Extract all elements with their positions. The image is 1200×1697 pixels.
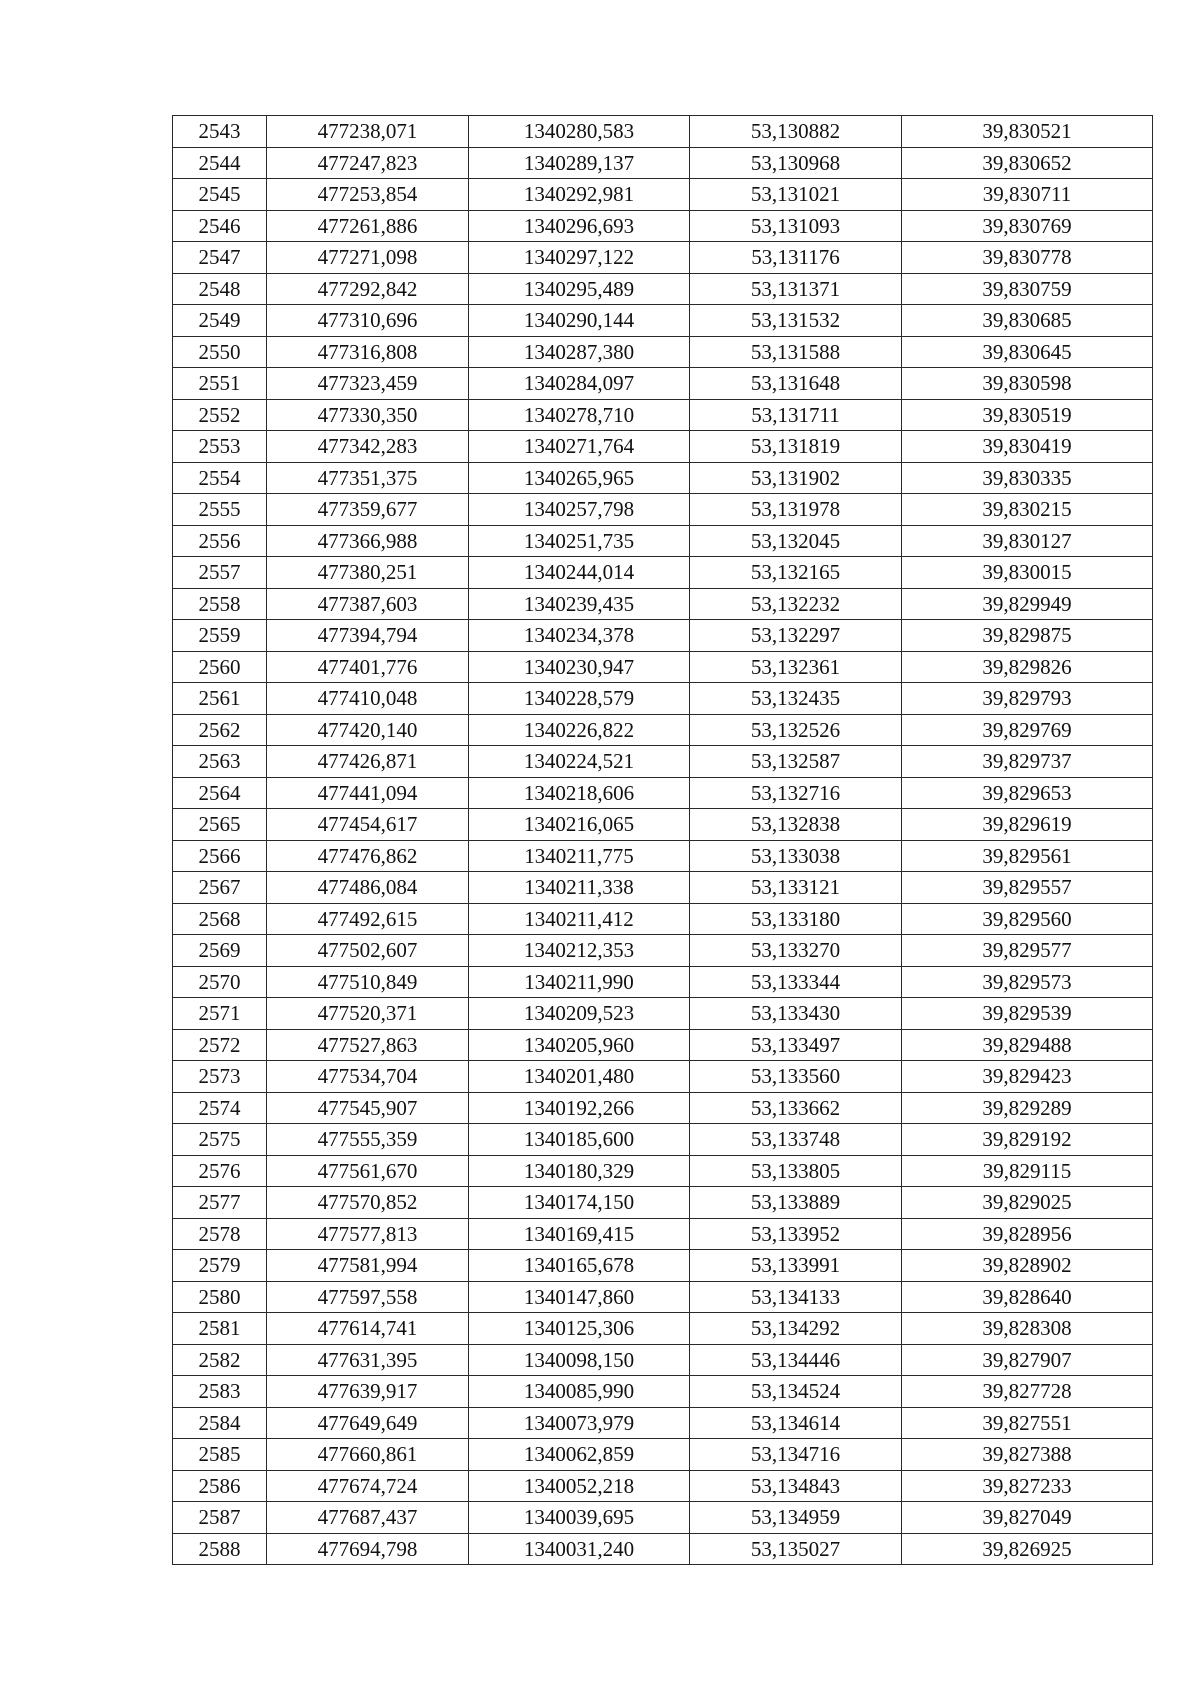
x-coordinate-cell: 477534,704 [267,1061,469,1093]
table-row [173,714,1153,746]
latitude-cell: 53,132297 [690,620,902,652]
y-coordinate-cell: 1340284,097 [469,368,690,400]
point-number-cell: 2564 [173,777,267,809]
longitude-cell: 39,828640 [902,1281,1153,1313]
x-coordinate-cell: 477581,994 [267,1250,469,1282]
x-coordinate-cell: 477359,677 [267,494,469,526]
latitude-cell: 53,130968 [690,147,902,179]
table-row [173,1313,1153,1345]
y-coordinate-cell: 1340211,990 [469,966,690,998]
table-row [173,273,1153,305]
table-row [173,1439,1153,1471]
point-number-cell: 2545 [173,179,267,211]
point-number-cell: 2543 [173,116,267,148]
latitude-cell: 53,132232 [690,588,902,620]
longitude-cell: 39,830015 [902,557,1153,589]
table-row [173,1250,1153,1282]
table-row [173,1407,1153,1439]
point-number-cell: 2572 [173,1029,267,1061]
latitude-cell: 53,133991 [690,1250,902,1282]
table-row [173,179,1153,211]
longitude-cell: 39,830778 [902,242,1153,274]
longitude-cell: 39,830215 [902,494,1153,526]
x-coordinate-cell: 477247,823 [267,147,469,179]
latitude-cell: 53,132587 [690,746,902,778]
table-row [173,1155,1153,1187]
longitude-cell: 39,827728 [902,1376,1153,1408]
longitude-cell: 39,830711 [902,179,1153,211]
longitude-cell: 39,829115 [902,1155,1153,1187]
table-row [173,1502,1153,1534]
y-coordinate-cell: 1340271,764 [469,431,690,463]
table-row [173,746,1153,778]
latitude-cell: 53,131093 [690,210,902,242]
longitude-cell: 39,827388 [902,1439,1153,1471]
y-coordinate-cell: 1340169,415 [469,1218,690,1250]
point-number-cell: 2558 [173,588,267,620]
y-coordinate-cell: 1340098,150 [469,1344,690,1376]
latitude-cell: 53,131978 [690,494,902,526]
x-coordinate-cell: 477310,696 [267,305,469,337]
latitude-cell: 53,134524 [690,1376,902,1408]
table-row [173,903,1153,935]
x-coordinate-cell: 477387,603 [267,588,469,620]
x-coordinate-cell: 477366,988 [267,525,469,557]
longitude-cell: 39,829560 [902,903,1153,935]
table-row [173,588,1153,620]
latitude-cell: 53,133121 [690,872,902,904]
latitude-cell: 53,133180 [690,903,902,935]
longitude-cell: 39,829025 [902,1187,1153,1219]
point-number-cell: 2550 [173,336,267,368]
x-coordinate-cell: 477631,395 [267,1344,469,1376]
latitude-cell: 53,131902 [690,462,902,494]
x-coordinate-cell: 477380,251 [267,557,469,589]
latitude-cell: 53,134716 [690,1439,902,1471]
table-row [173,557,1153,589]
latitude-cell: 53,134614 [690,1407,902,1439]
point-number-cell: 2575 [173,1124,267,1156]
y-coordinate-cell: 1340234,378 [469,620,690,652]
y-coordinate-cell: 1340185,600 [469,1124,690,1156]
point-number-cell: 2546 [173,210,267,242]
table-row [173,494,1153,526]
y-coordinate-cell: 1340296,693 [469,210,690,242]
latitude-cell: 53,134446 [690,1344,902,1376]
latitude-cell: 53,132045 [690,525,902,557]
point-number-cell: 2565 [173,809,267,841]
point-number-cell: 2562 [173,714,267,746]
latitude-cell: 53,133430 [690,998,902,1030]
latitude-cell: 53,133662 [690,1092,902,1124]
x-coordinate-cell: 477674,724 [267,1470,469,1502]
longitude-cell: 39,829653 [902,777,1153,809]
y-coordinate-cell: 1340297,122 [469,242,690,274]
y-coordinate-cell: 1340226,822 [469,714,690,746]
x-coordinate-cell: 477660,861 [267,1439,469,1471]
table-row [173,777,1153,809]
table-row [173,305,1153,337]
table-row [173,1470,1153,1502]
point-number-cell: 2577 [173,1187,267,1219]
longitude-cell: 39,828902 [902,1250,1153,1282]
y-coordinate-cell: 1340239,435 [469,588,690,620]
longitude-cell: 39,829488 [902,1029,1153,1061]
y-coordinate-cell: 1340224,521 [469,746,690,778]
x-coordinate-cell: 477597,558 [267,1281,469,1313]
table-row [173,1218,1153,1250]
table-row [173,116,1153,148]
x-coordinate-cell: 477292,842 [267,273,469,305]
point-number-cell: 2568 [173,903,267,935]
table-row [173,1533,1153,1565]
x-coordinate-cell: 477351,375 [267,462,469,494]
x-coordinate-cell: 477441,094 [267,777,469,809]
x-coordinate-cell: 477555,359 [267,1124,469,1156]
y-coordinate-cell: 1340230,947 [469,651,690,683]
latitude-cell: 53,132361 [690,651,902,683]
table-row [173,1092,1153,1124]
point-number-cell: 2585 [173,1439,267,1471]
y-coordinate-cell: 1340201,480 [469,1061,690,1093]
table-row [173,1376,1153,1408]
latitude-cell: 53,134133 [690,1281,902,1313]
longitude-cell: 39,830127 [902,525,1153,557]
y-coordinate-cell: 1340085,990 [469,1376,690,1408]
x-coordinate-cell: 477420,140 [267,714,469,746]
longitude-cell: 39,829737 [902,746,1153,778]
x-coordinate-cell: 477486,084 [267,872,469,904]
longitude-cell: 39,830419 [902,431,1153,463]
y-coordinate-cell: 1340216,065 [469,809,690,841]
point-number-cell: 2587 [173,1502,267,1534]
latitude-cell: 53,131819 [690,431,902,463]
x-coordinate-cell: 477394,794 [267,620,469,652]
y-coordinate-cell: 1340211,775 [469,840,690,872]
point-number-cell: 2561 [173,683,267,715]
latitude-cell: 53,132716 [690,777,902,809]
point-number-cell: 2580 [173,1281,267,1313]
longitude-cell: 39,826925 [902,1533,1153,1565]
y-coordinate-cell: 1340290,144 [469,305,690,337]
point-number-cell: 2571 [173,998,267,1030]
point-number-cell: 2569 [173,935,267,967]
y-coordinate-cell: 1340251,735 [469,525,690,557]
table-row [173,872,1153,904]
longitude-cell: 39,829793 [902,683,1153,715]
y-coordinate-cell: 1340244,014 [469,557,690,589]
x-coordinate-cell: 477687,437 [267,1502,469,1534]
y-coordinate-cell: 1340073,979 [469,1407,690,1439]
latitude-cell: 53,133952 [690,1218,902,1250]
table-row [173,840,1153,872]
x-coordinate-cell: 477527,863 [267,1029,469,1061]
table-row [173,210,1153,242]
point-number-cell: 2548 [173,273,267,305]
point-number-cell: 2549 [173,305,267,337]
x-coordinate-cell: 477271,098 [267,242,469,274]
latitude-cell: 53,132165 [690,557,902,589]
y-coordinate-cell: 1340180,329 [469,1155,690,1187]
latitude-cell: 53,133344 [690,966,902,998]
longitude-cell: 39,827551 [902,1407,1153,1439]
longitude-cell: 39,829769 [902,714,1153,746]
longitude-cell: 39,829875 [902,620,1153,652]
x-coordinate-cell: 477410,048 [267,683,469,715]
latitude-cell: 53,133805 [690,1155,902,1187]
x-coordinate-cell: 477649,649 [267,1407,469,1439]
y-coordinate-cell: 1340287,380 [469,336,690,368]
table-row [173,242,1153,274]
x-coordinate-cell: 477261,886 [267,210,469,242]
latitude-cell: 53,131021 [690,179,902,211]
y-coordinate-cell: 1340265,965 [469,462,690,494]
table-row [173,683,1153,715]
x-coordinate-cell: 477454,617 [267,809,469,841]
longitude-cell: 39,830519 [902,399,1153,431]
point-number-cell: 2554 [173,462,267,494]
x-coordinate-cell: 477561,670 [267,1155,469,1187]
table-row [173,1061,1153,1093]
longitude-cell: 39,830769 [902,210,1153,242]
longitude-cell: 39,829192 [902,1124,1153,1156]
y-coordinate-cell: 1340289,137 [469,147,690,179]
latitude-cell: 53,131648 [690,368,902,400]
point-number-cell: 2556 [173,525,267,557]
point-number-cell: 2588 [173,1533,267,1565]
y-coordinate-cell: 1340125,306 [469,1313,690,1345]
longitude-cell: 39,827907 [902,1344,1153,1376]
x-coordinate-cell: 477545,907 [267,1092,469,1124]
x-coordinate-cell: 477401,776 [267,651,469,683]
latitude-cell: 53,131588 [690,336,902,368]
point-number-cell: 2584 [173,1407,267,1439]
x-coordinate-cell: 477492,615 [267,903,469,935]
latitude-cell: 53,132435 [690,683,902,715]
point-number-cell: 2544 [173,147,267,179]
point-number-cell: 2586 [173,1470,267,1502]
longitude-cell: 39,830645 [902,336,1153,368]
longitude-cell: 39,829577 [902,935,1153,967]
latitude-cell: 53,134959 [690,1502,902,1534]
longitude-cell: 39,830652 [902,147,1153,179]
x-coordinate-cell: 477570,852 [267,1187,469,1219]
longitude-cell: 39,829573 [902,966,1153,998]
y-coordinate-cell: 1340052,218 [469,1470,690,1502]
longitude-cell: 39,829826 [902,651,1153,683]
x-coordinate-cell: 477476,862 [267,840,469,872]
table-row [173,1124,1153,1156]
y-coordinate-cell: 1340295,489 [469,273,690,305]
y-coordinate-cell: 1340039,695 [469,1502,690,1534]
latitude-cell: 53,133748 [690,1124,902,1156]
point-number-cell: 2579 [173,1250,267,1282]
y-coordinate-cell: 1340174,150 [469,1187,690,1219]
y-coordinate-cell: 1340031,240 [469,1533,690,1565]
x-coordinate-cell: 477520,371 [267,998,469,1030]
longitude-cell: 39,827049 [902,1502,1153,1534]
latitude-cell: 53,131711 [690,399,902,431]
point-number-cell: 2582 [173,1344,267,1376]
latitude-cell: 53,132838 [690,809,902,841]
table-row [173,1029,1153,1061]
latitude-cell: 53,133889 [690,1187,902,1219]
y-coordinate-cell: 1340205,960 [469,1029,690,1061]
x-coordinate-cell: 477510,849 [267,966,469,998]
longitude-cell: 39,829561 [902,840,1153,872]
table-row [173,1281,1153,1313]
latitude-cell: 53,133038 [690,840,902,872]
longitude-cell: 39,830685 [902,305,1153,337]
latitude-cell: 53,134292 [690,1313,902,1345]
point-number-cell: 2547 [173,242,267,274]
y-coordinate-cell: 1340280,583 [469,116,690,148]
latitude-cell: 53,133497 [690,1029,902,1061]
x-coordinate-cell: 477323,459 [267,368,469,400]
table-row [173,525,1153,557]
x-coordinate-cell: 477330,350 [267,399,469,431]
table-row [173,809,1153,841]
table-row [173,1187,1153,1219]
y-coordinate-cell: 1340211,338 [469,872,690,904]
x-coordinate-cell: 477502,607 [267,935,469,967]
y-coordinate-cell: 1340278,710 [469,399,690,431]
y-coordinate-cell: 1340209,523 [469,998,690,1030]
table-row [173,651,1153,683]
y-coordinate-cell: 1340211,412 [469,903,690,935]
latitude-cell: 53,134843 [690,1470,902,1502]
latitude-cell: 53,131371 [690,273,902,305]
point-number-cell: 2583 [173,1376,267,1408]
x-coordinate-cell: 477238,071 [267,116,469,148]
point-number-cell: 2551 [173,368,267,400]
table-row [173,368,1153,400]
point-number-cell: 2557 [173,557,267,589]
latitude-cell: 53,133560 [690,1061,902,1093]
table-row [173,399,1153,431]
point-number-cell: 2553 [173,431,267,463]
point-number-cell: 2566 [173,840,267,872]
table-row [173,935,1153,967]
longitude-cell: 39,830759 [902,273,1153,305]
longitude-cell: 39,829619 [902,809,1153,841]
longitude-cell: 39,828956 [902,1218,1153,1250]
latitude-cell: 53,135027 [690,1533,902,1565]
longitude-cell: 39,829289 [902,1092,1153,1124]
y-coordinate-cell: 1340257,798 [469,494,690,526]
point-number-cell: 2576 [173,1155,267,1187]
point-number-cell: 2573 [173,1061,267,1093]
x-coordinate-cell: 477577,813 [267,1218,469,1250]
longitude-cell: 39,829949 [902,588,1153,620]
y-coordinate-cell: 1340192,266 [469,1092,690,1124]
table-row [173,620,1153,652]
x-coordinate-cell: 477253,854 [267,179,469,211]
longitude-cell: 39,829557 [902,872,1153,904]
longitude-cell: 39,829423 [902,1061,1153,1093]
x-coordinate-cell: 477639,917 [267,1376,469,1408]
longitude-cell: 39,828308 [902,1313,1153,1345]
y-coordinate-cell: 1340212,353 [469,935,690,967]
latitude-cell: 53,131176 [690,242,902,274]
table-row [173,462,1153,494]
y-coordinate-cell: 1340218,606 [469,777,690,809]
y-coordinate-cell: 1340165,678 [469,1250,690,1282]
point-number-cell: 2555 [173,494,267,526]
longitude-cell: 39,830335 [902,462,1153,494]
table-row [173,1344,1153,1376]
table-row [173,147,1153,179]
table-row [173,431,1153,463]
point-number-cell: 2570 [173,966,267,998]
latitude-cell: 53,130882 [690,116,902,148]
coordinates-table [172,115,1153,1565]
latitude-cell: 53,131532 [690,305,902,337]
point-number-cell: 2552 [173,399,267,431]
table-row [173,966,1153,998]
point-number-cell: 2581 [173,1313,267,1345]
longitude-cell: 39,830521 [902,116,1153,148]
coordinates-table-body [173,116,1153,1565]
y-coordinate-cell: 1340062,859 [469,1439,690,1471]
point-number-cell: 2578 [173,1218,267,1250]
point-number-cell: 2567 [173,872,267,904]
x-coordinate-cell: 477426,871 [267,746,469,778]
point-number-cell: 2560 [173,651,267,683]
point-number-cell: 2563 [173,746,267,778]
y-coordinate-cell: 1340228,579 [469,683,690,715]
x-coordinate-cell: 477694,798 [267,1533,469,1565]
table-row [173,336,1153,368]
y-coordinate-cell: 1340147,860 [469,1281,690,1313]
x-coordinate-cell: 477342,283 [267,431,469,463]
point-number-cell: 2574 [173,1092,267,1124]
table-row [173,998,1153,1030]
x-coordinate-cell: 477316,808 [267,336,469,368]
point-number-cell: 2559 [173,620,267,652]
longitude-cell: 39,829539 [902,998,1153,1030]
latitude-cell: 53,133270 [690,935,902,967]
longitude-cell: 39,830598 [902,368,1153,400]
longitude-cell: 39,827233 [902,1470,1153,1502]
y-coordinate-cell: 1340292,981 [469,179,690,211]
latitude-cell: 53,132526 [690,714,902,746]
x-coordinate-cell: 477614,741 [267,1313,469,1345]
